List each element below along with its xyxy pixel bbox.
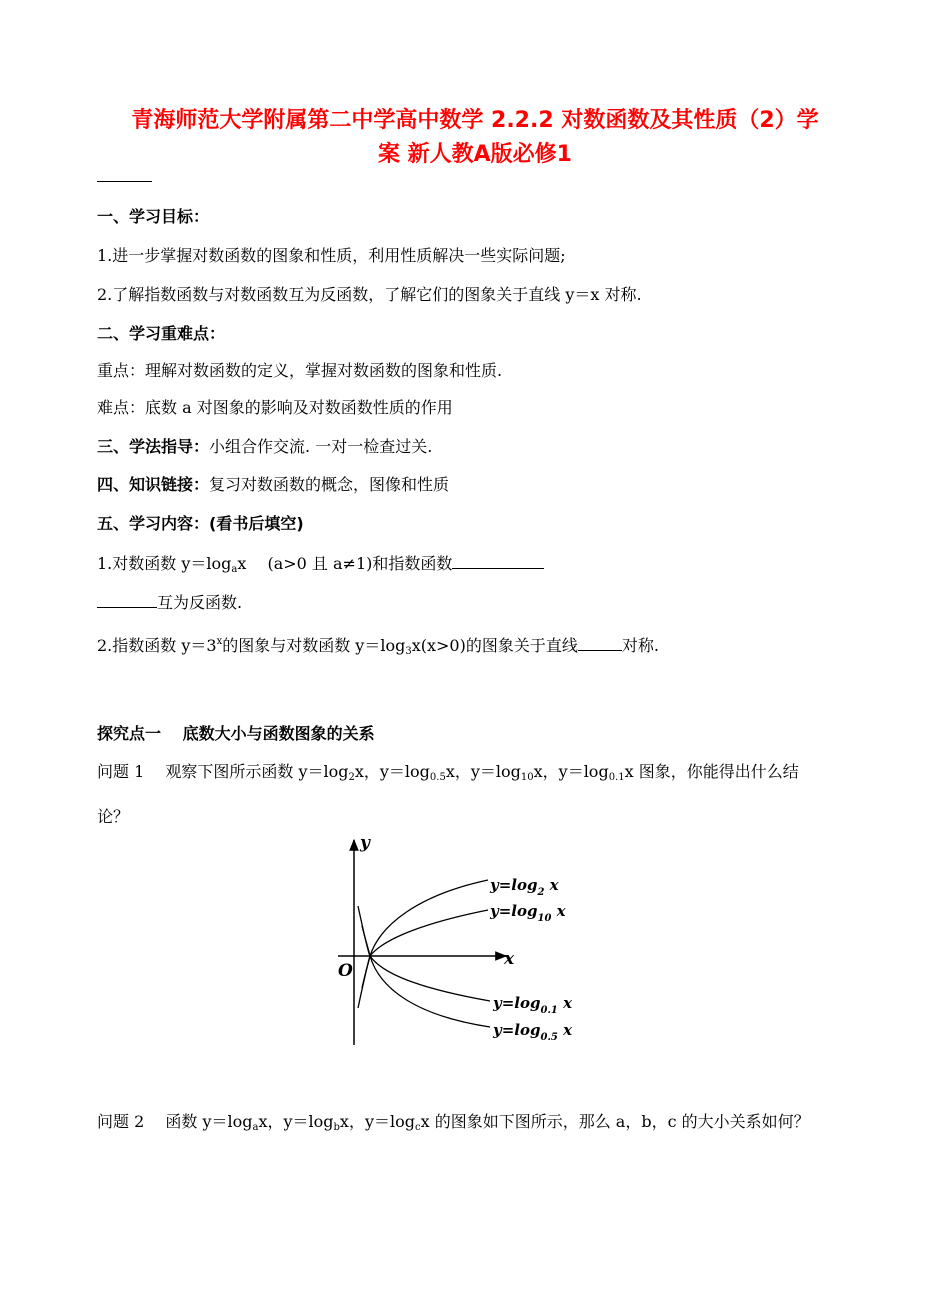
y-axis-label: y xyxy=(360,833,370,853)
label-log05: $y=\log_{0.5}$ x xyxy=(493,1021,573,1043)
title-line-1: 青海师范大学附属第二中学高中数学 2.2.2 对数函数及其性质（2）学 xyxy=(131,108,819,133)
section-4-text: 复习对数函数的概念，图像和性质 xyxy=(209,475,450,494)
q2-superscript: x xyxy=(216,636,223,647)
origin-label: O xyxy=(338,961,353,981)
goal-1: 1.进一步掌握对数函数的图象和性质，利用性质解决一些实际问题; xyxy=(97,246,566,265)
label-log10: $y=\log_{10}$ x xyxy=(490,902,566,924)
question-1 xyxy=(97,552,544,582)
q1-text-a: 1.对数函数 y＝log xyxy=(97,554,232,573)
section-5-heading: 五、学习内容：(看书后填空) xyxy=(97,514,304,533)
q2-text-b: 的图象与对数函数 y＝log xyxy=(222,636,406,655)
p1-text-b: x，y＝log xyxy=(354,762,430,781)
section-3 xyxy=(97,435,432,459)
problem-1-continued: 论？ xyxy=(97,807,130,826)
title-rule xyxy=(97,181,152,182)
p1-text-c: x，y＝log xyxy=(445,762,521,781)
p1-sub-4: 0.1 xyxy=(608,772,625,783)
p1-sub-2: 0.5 xyxy=(429,772,446,783)
p1-text-d: x，y＝log xyxy=(533,762,609,781)
p1-sub-1: 2 xyxy=(348,772,355,783)
q1-blank-1[interactable] xyxy=(452,552,544,569)
difficult-point: 难点：底数 a 对图象的影响及对数函数性质的作用 xyxy=(97,398,453,417)
label-log2: $y=\log_2$ x xyxy=(490,876,559,898)
label-log01: $y=\log_{0.1}$ x xyxy=(493,994,573,1016)
section-4 xyxy=(97,473,449,497)
title-line-2: 案 新人教A版必修1 xyxy=(378,142,572,167)
q2-text-a: 2.指数函数 y＝3 xyxy=(97,636,217,655)
section-1-heading: 一、学习目标： xyxy=(97,207,210,226)
section-3-text: 小组合作交流. 一对一检查过关. xyxy=(209,437,433,456)
p2-sub-2: b xyxy=(333,1122,340,1133)
question-1-continued xyxy=(97,591,242,615)
question-2 xyxy=(97,630,659,664)
explore-heading: 探究点一 底数大小与函数图象的关系 xyxy=(97,724,375,743)
p2-text-b: x，y＝log xyxy=(258,1112,334,1131)
p2-text-a: 问题 2 函数 y＝log xyxy=(97,1112,253,1131)
q1-text-c: 互为反函数. xyxy=(157,593,243,612)
q2-text-d: 对称. xyxy=(621,636,659,655)
problem-2 xyxy=(97,1110,810,1140)
q2-text-c: x(x>0)的图象关于直线 xyxy=(411,636,578,655)
x-axis-label: x xyxy=(504,949,515,969)
q2-blank[interactable] xyxy=(578,634,622,651)
p2-text-d: x 的图象如下图所示，那么 a，b，c 的大小关系如何？ xyxy=(420,1112,810,1131)
q1-blank-2[interactable] xyxy=(97,591,157,608)
problem-1 xyxy=(97,760,799,790)
section-3-heading: 三、学法指导： xyxy=(97,437,210,456)
curve-log10 xyxy=(362,910,488,956)
log-graph-figure xyxy=(318,830,598,1055)
p2-sub-3: c xyxy=(414,1122,421,1133)
goal-2: 2.了解指数函数与对数函数互为反函数，了解它们的图象关于直线 y＝x 对称. xyxy=(97,285,642,304)
section-4-heading: 四、知识链接： xyxy=(97,475,210,494)
p1-sub-3: 10 xyxy=(520,772,534,783)
q2-subscript: 3 xyxy=(405,646,412,657)
p2-sub-1: a xyxy=(252,1122,259,1133)
q1-text-b: x (a>0 且 a≠1)和指数函数 xyxy=(237,554,453,573)
curve-log2 xyxy=(358,880,488,956)
p1-text-a: 问题 1 观察下图所示函数 y＝log xyxy=(97,762,349,781)
section-2-heading: 二、学习重难点： xyxy=(97,324,226,343)
q1-subscript: a xyxy=(231,564,238,575)
key-point: 重点：理解对数函数的定义，掌握对数函数的图象和性质. xyxy=(97,361,503,380)
curve-log05 xyxy=(358,956,490,1027)
p2-text-c: x，y＝log xyxy=(339,1112,415,1131)
p1-text-e: x 图象，你能得出什么结 xyxy=(624,762,799,781)
document-title xyxy=(90,104,860,172)
